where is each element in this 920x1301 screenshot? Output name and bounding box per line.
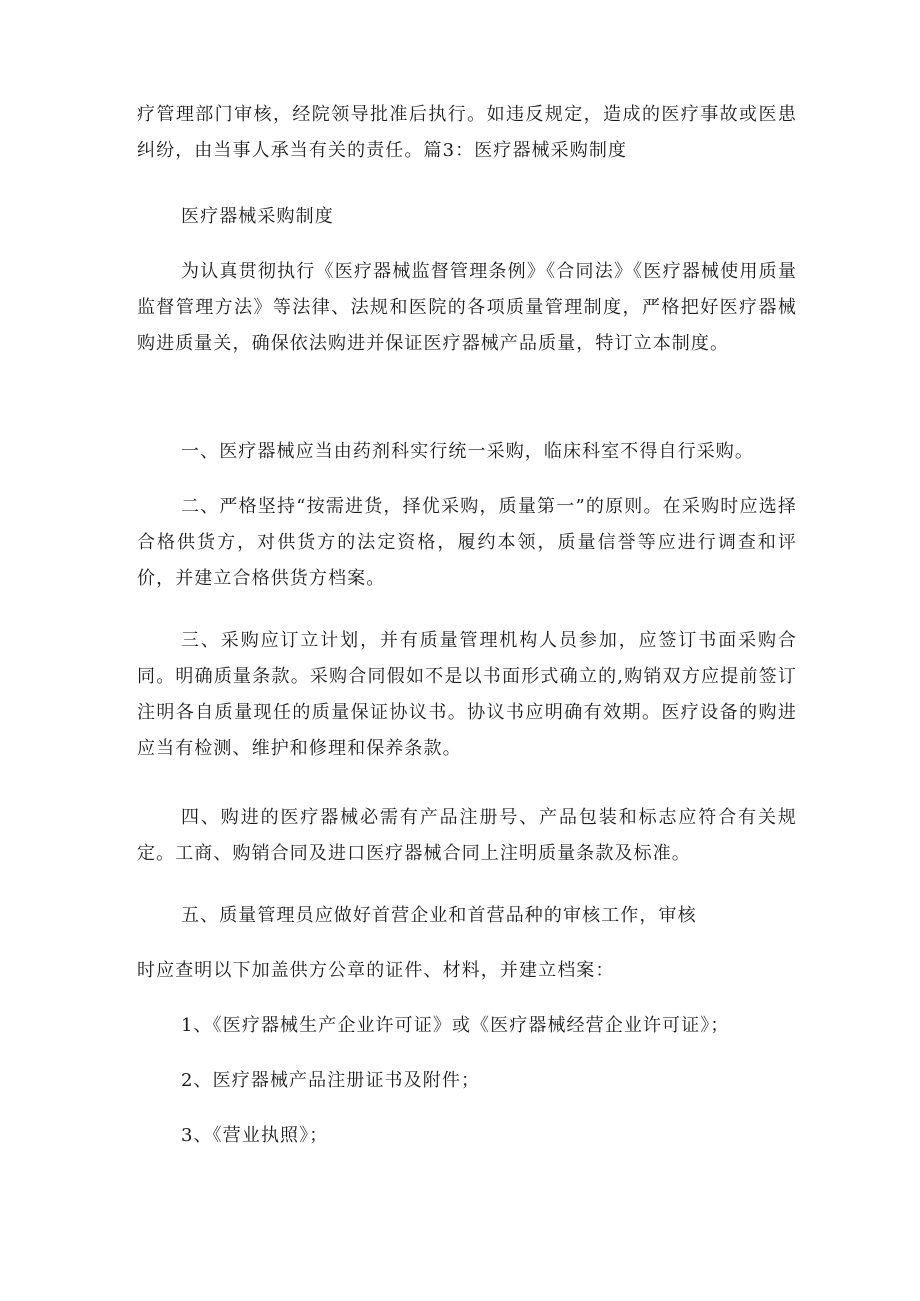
list-item-1: 1、《医疗器械生产企业许可证》或《医疗器械经营企业许可证》； (181, 1015, 730, 1036)
paragraph-rule-2: 二、严格坚持“按需进货，择优采购，质量第一”的原则。在采购时应选择合格供货方，对供货方的法定资格，履约本领，质量信誉等应进行调查和评价，并建立合格供货方档案。 (137, 496, 797, 589)
paragraph-continuation: 疗管理部门审核，经院领导批准后执行。如违反规定，造成的医疗事故或医患纠纷，由当事人承当有关的责任。篇3：医疗器械采购制度 (137, 104, 797, 161)
paragraph-intro: 为认真贯彻执行《医疗器械监督管理条例》《合同法》《医疗器械使用质量监督管理方法》等法律、法规和医院的各项质量管理制度，严格把好医疗器械购进质量关，确保依法购进并保证医疗器械产品质量，特订立本制度。 (137, 261, 797, 354)
paragraph-rule-5-end: 时应查明以下加盖供方公章的证件、材料，并建立档案： (137, 960, 615, 981)
paragraph-rule-4: 四、购进的医疗器械必需有产品注册号、产品包装和标志应符合有关规定。工商、购销合同及进口医疗器械合同上注明质量条款及标准。 (137, 807, 797, 864)
list-item-3: 3、《营业执照》； (181, 1125, 329, 1146)
paragraph-rule-1: 一、医疗器械应当由药剂科实行统一采购，临床科室不得自行采购。 (181, 441, 754, 462)
section-title: 医疗器械采购制度 (181, 206, 334, 227)
paragraph-rule-3: 三、采购应订立计划，并有质量管理机构人员参加，应签订书面采购合同。明确质量条款。采购合同假如不是以书面形式确立的,购销双方应提前签订注明各自质量现任的质量保证协议书。协议书应明确有效期。医疗设备的购进应当有检测、维护和修理和保养条款。 (137, 630, 797, 759)
list-item-2: 2、医疗器械产品注册证书及附件； (181, 1070, 481, 1091)
paragraph-rule-5-start: 五、质量管理员应做好首营企业和首营品种的审核工作，审核 (181, 905, 697, 926)
